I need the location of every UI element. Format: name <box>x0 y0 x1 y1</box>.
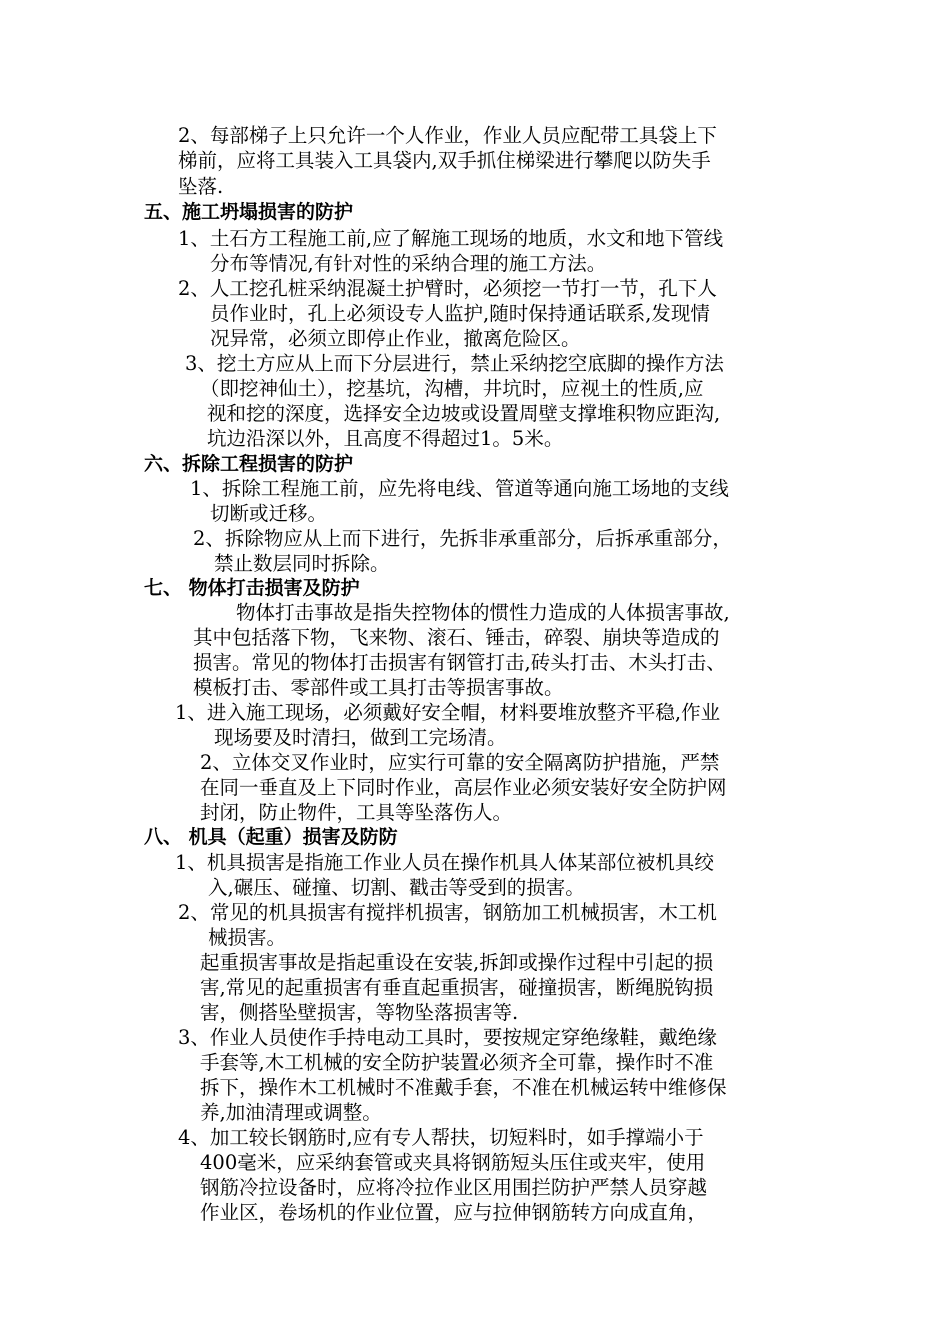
text-line: 3、挖土方应从上而下分层进行，禁止采纳挖空底脚的操作方法 <box>185 352 724 375</box>
text-line: 2、立体交叉作业时，应实行可靠的安全隔离防护措施，严禁 <box>200 751 720 774</box>
text-line: 作业区，卷场机的作业位置，应与拉伸钢筋转方向成直角， <box>200 1201 708 1224</box>
text-line: 况异常，必须立即停止作业，撤离危险区。 <box>210 327 581 350</box>
text-line: 坑边沿深以外，且高度不得超过1。5米。 <box>207 427 564 450</box>
text-line: （即挖神仙土），挖基坑，沟槽，井坑时，应视土的性质,应 <box>200 377 704 400</box>
text-line: 1、进入施工现场，必须戴好安全帽，材料要堆放整齐平稳,作业 <box>175 701 721 724</box>
text-line: 3、作业人员使作手持电动工具时，要按规定穿绝缘鞋，戴绝缘 <box>178 1026 717 1049</box>
text-line: 模板打击、零部件或工具打击等损害事故。 <box>193 676 564 699</box>
text-line: 起重损害事故是指起重设在安装,拆卸或操作过程中引起的损 <box>200 951 714 974</box>
text-line: 2、拆除物应从上而下进行，先拆非承重部分，后拆承重部分， <box>193 527 732 550</box>
text-line: 400毫米，应采纳套管或夹具将钢筋短头压住或夹牢，使用 <box>200 1151 706 1174</box>
text-line: 2、常见的机具损害有搅拌机损害，钢筋加工机械损害，木工机 <box>178 901 717 924</box>
text-line: 1、机具损害是指施工作业人员在操作机具人体某部位被机具绞 <box>175 851 714 874</box>
section-heading: 五、施工坍塌损害的防护 <box>144 201 354 223</box>
text-line: 械损害。 <box>208 926 287 949</box>
section-heading: 六、拆除工程损害的防护 <box>144 453 354 475</box>
text-line: 员作业时，孔上必须设专人监护,随时保持通话联系,发现情 <box>210 302 710 325</box>
text-line: 害,常见的起重损害有垂直起重损害，碰撞损害，断绳脱钩损 <box>200 976 714 999</box>
text-line: 钢筋冷拉设备时，应将冷拉作业区用围拦防护严禁人员穿越 <box>200 1176 708 1199</box>
text-line: 2、人工挖孔桩采纳混凝土护臂时，必须挖一节打一节，孔下人 <box>178 277 717 300</box>
text-line: 物体打击事故是指失控物体的惯性力造成的人体损害事故, <box>236 601 730 624</box>
text-line: 2、每部梯子上只允许一个人作业，作业人员应配带工具袋上下 <box>178 124 717 147</box>
text-line: 现场要及时清扫，做到工完场清。 <box>214 726 507 749</box>
text-line: 入,碾压、碰撞、切割、戳击等受到的损害。 <box>208 876 585 899</box>
text-line: 手套等,木工机械的安全防护装置必须齐全可靠，操作时不准 <box>200 1051 714 1074</box>
text-line: 禁止数层同时拆除。 <box>214 552 390 575</box>
text-line: 其中包括落下物，飞来物、滚石、锤击，碎裂、崩块等造成的 <box>193 626 720 649</box>
text-line: 视和挖的深度，选择安全边坡或设置周壁支撑堆积物应距沟, <box>207 402 721 425</box>
text-line: 4、加工较长钢筋时,应有专人帮扶，切短料时，如手撑端小于 <box>178 1126 704 1149</box>
text-line: 害，侧搭坠壁损害，等物坠落损害等. <box>200 1001 519 1024</box>
text-line: 拆下，操作木工机械时不准戴手套，不准在机械运转中维修保 <box>200 1076 727 1099</box>
text-line: 坠落. <box>178 175 224 198</box>
section-heading: 八、 机具（起重）损害及防防 <box>144 826 398 848</box>
text-line: 在同一垂直及上下同时作业，高层作业必须安装好安全防护网 <box>200 776 727 799</box>
section-heading: 七、 物体打击损害及防护 <box>144 577 360 599</box>
text-line: 1、拆除工程施工前，应先将电线、管道等通向施工场地的支线 <box>190 477 729 500</box>
text-line: 1、土石方工程施工前,应了解施工现场的地质，水文和地下管线 <box>178 227 724 250</box>
text-line: 损害。常见的物体打击损害有钢管打击,砖头打击、木头打击、 <box>193 651 726 674</box>
text-line: 养,加油清理或调整。 <box>200 1101 382 1124</box>
text-line: 梯前，应将工具装入工具袋内,双手抓住梯梁进行攀爬以防失手 <box>178 149 711 172</box>
text-line: 封闭，防止物件，工具等坠落伤人。 <box>200 801 513 824</box>
text-line: 切断或迁移。 <box>210 502 328 525</box>
text-line: 分布等情况,有针对性的采纳合理的施工方法。 <box>210 252 607 275</box>
